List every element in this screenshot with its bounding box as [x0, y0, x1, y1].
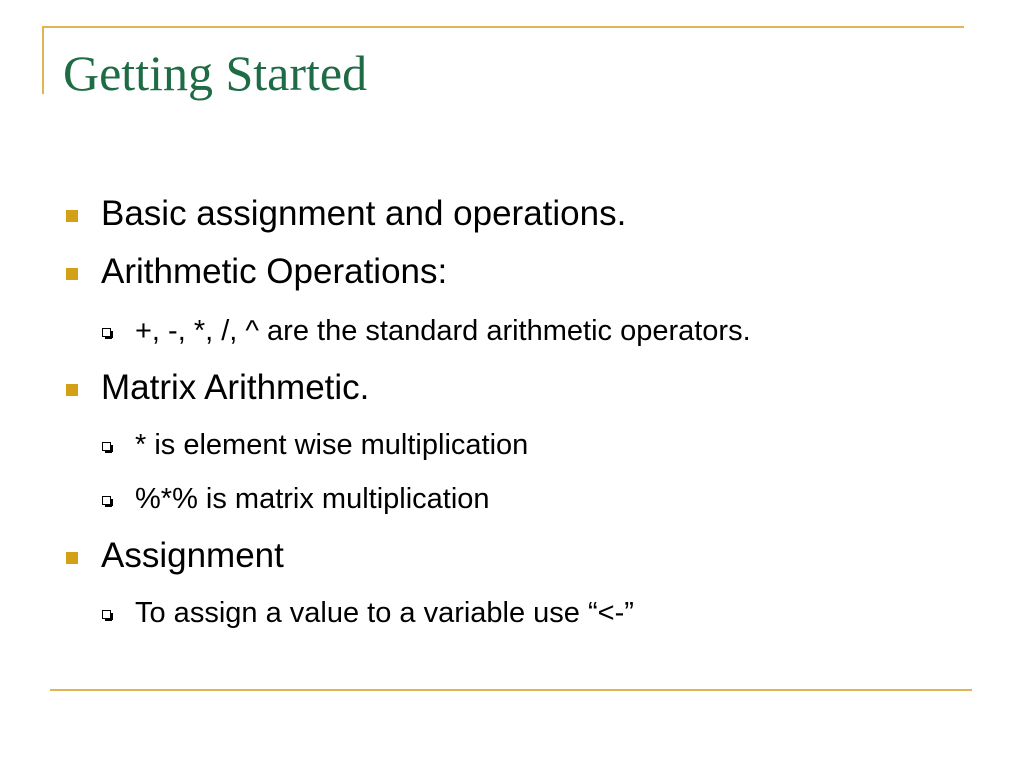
sub-bullet-item-text: +, -, *, /, ^ are the standard arithmetic operators. — [135, 315, 751, 347]
sub-bullet-item-text: * is element wise multiplication — [135, 429, 529, 461]
bullet-item-text: Assignment — [101, 536, 284, 575]
square-bullet-icon — [66, 268, 78, 280]
square-bullet-icon — [66, 552, 78, 564]
top-border-rule — [42, 26, 964, 28]
hollow-square-bullet-icon — [102, 442, 111, 451]
hollow-square-bullet-icon — [102, 496, 111, 505]
sub-bullet-item-text: %*% is matrix multiplication — [135, 483, 490, 515]
hollow-square-bullet-icon — [102, 328, 111, 337]
bullet-item-text: Arithmetic Operations: — [101, 252, 448, 291]
square-bullet-icon — [66, 384, 78, 396]
hollow-square-bullet-icon — [102, 610, 111, 619]
square-bullet-icon — [66, 210, 78, 222]
bullet-item-text: Matrix Arithmetic. — [101, 368, 370, 407]
bullet-item-text: Basic assignment and operations. — [101, 194, 627, 233]
sub-bullet-item-text: To assign a value to a variable use “<-” — [135, 597, 634, 629]
bottom-border-rule — [50, 689, 972, 691]
slide-title: Getting Started — [63, 45, 368, 101]
left-border-rule — [42, 26, 44, 94]
